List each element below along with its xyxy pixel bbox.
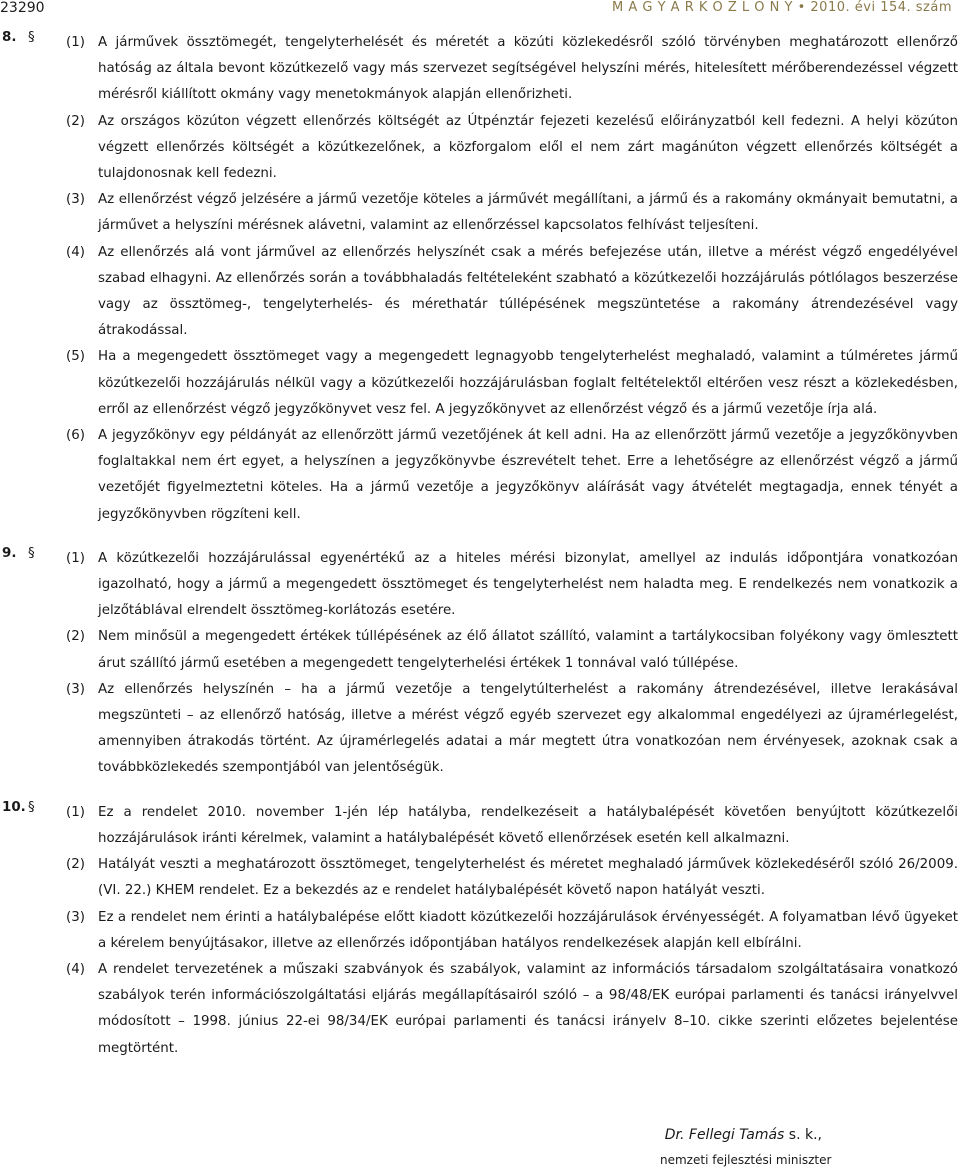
paragraph-number: (5) — [66, 349, 85, 365]
paragraph-text: A közútkezelői hozzájárulással egyenértékű az a hiteles mérési bizonylat, amellyel az indulás időpontjára vonatkozóan igazolható, hogy a jármű a megengedett össztömeget és tengelyterhelést nem haladta meg. E rendelkezés nem vonatkozik a jelzőtáblával elrendelt össztömeg-korlátozás esetére. — [98, 550, 958, 619]
paragraph-number: (1) — [66, 804, 85, 820]
paragraph-number: (6) — [66, 428, 85, 444]
paragraph — [66, 109, 958, 188]
signatory-name: Dr. Fellegi Tamás — [664, 1127, 785, 1143]
section-number: 8. — [2, 30, 17, 45]
section-10 — [0, 800, 960, 1062]
paragraph — [66, 800, 958, 852]
section-number: 9. — [2, 545, 17, 561]
paragraph-number: (2) — [66, 857, 85, 873]
paragraph-text: Az ellenőrzés helyszínén – ha a jármű vezetője a tengelytúlterhelést a rakomány átrendezésével, illetve lerakásával megszünteti – az ellenőrző hatóság, illetve a mérést végző egyéb szervezet egy alkalommal engedélyezi az újramérlegelést, amennyiben átrakodás történt. Az újramérlegelés adatai a már megtett útra vonatkozóan nem érvényesek, azoknak csak a továbbközlekedés szempontjából van jelentőségük. — [98, 681, 958, 776]
section-symbol: § — [28, 799, 35, 815]
paragraph-text: Ez a rendelet 2010. november 1-jén lép hatályba, rendelkezéseit a hatálybalépését követően benyújtott közútkezelői hozzájárulások iránti kérelmek, valamint a hatálybalépését követő ellenőrzések esetén kell alkalmazni. — [98, 804, 958, 846]
paragraph — [66, 423, 958, 528]
paragraph-text: Hatályát veszti a meghatározott össztömeget, tengelyterhelést és méretet meghaladó járművek közlekedéséről szóló 26/2009. (VI. 22.) KHEM rendelet. Ez a bekezdés az e rendelet hatálybalépését követő napon hatályát veszti. — [98, 857, 958, 899]
paragraph-number: (4) — [66, 961, 85, 977]
paragraph-text: A járművek össztömegét, tengelyterhelését és méretét a közúti közlekedésről szóló törvényben meghatározott ellenőrző hatóság az általa bevont közútkezelő vagy más szervezet segítségével helyszíni mérés, hitelesített mérőberendezéssel végzett mérésről kiállított okmány vagy menetokmányok alapján ellenőrizheti. — [98, 35, 958, 103]
paragraph-number: (2) — [66, 629, 85, 645]
document-body — [0, 30, 960, 1062]
paragraph-number: (1) — [66, 35, 85, 50]
paragraph-number: (3) — [66, 681, 85, 697]
paragraph — [66, 546, 958, 625]
paragraph — [66, 852, 958, 904]
section-9 — [0, 546, 960, 782]
paragraph-text: Ha a megengedett össztömeget vagy a megengedett legnagyobb tengelyterhelést meghaladó, valamint a túlméretes jármű közútkezelői hozzájárulás nélkül vagy a közútkezelői hozzájárulásban foglalt feltételektől eltérően vesz részt a közlekedésben, erről az ellenőrzést végző jegyzőkönyvet vesz fel. A jegyzőkönyvet az ellenőrzést végző és a jármű vezetője írja alá. — [98, 349, 958, 417]
paragraph-text: Ez a rendelet nem érinti a hatálybalépése előtt kiadott közútkezelői hozzájárulások érvényességét. A folyamatban lévő ügyeket a kérelem benyújtásakor, illetve az ellenőrzés időpontjában hatályos rendelkezések alapján kell elbírálni. — [98, 909, 958, 951]
paragraph-number: (2) — [66, 113, 85, 129]
signatory-title: nemzeti fejlesztési miniszter — [660, 1153, 832, 1167]
paragraph — [66, 240, 958, 345]
page-header — [0, 0, 960, 22]
section-8 — [0, 30, 960, 528]
journal-title: M A G Y A R K Ö Z L Ö N Y • 2010. évi 154. szám — [612, 0, 952, 15]
paragraph-number: (1) — [66, 550, 85, 566]
paragraph-text: A jegyzőkönyv egy példányát az ellenőrzött jármű vezetőjének át kell adni. Ha az ellenőrzött jármű vezetője a jegyzőkönyvben foglaltakkal nem ért egyet, a helyszínen a jegyzőkönyvbe észrevételt tehet. Erre a lehetőségre az ellenőrzést végző a jármű vezetőjét figyelmeztetni köteles. Ha a jármű vezetője a jegyzőkönyv aláírását vagy átvételét megtagadja, ennek tényét a jegyzőkönyvben rögzíteni kell. — [98, 428, 958, 522]
paragraph — [66, 957, 958, 1062]
paragraph — [66, 905, 958, 957]
page-number: 23290 — [0, 0, 45, 16]
paragraph — [66, 344, 958, 423]
paragraph-number: (3) — [66, 909, 85, 925]
section-number: 10. — [2, 799, 26, 815]
signature — [665, 1127, 822, 1143]
paragraph-number: (4) — [66, 244, 85, 260]
paragraph-text: Az ellenőrzést végző jelzésére a jármű vezetője köteles a járművét megállítani, a jármű és a rakomány okmányait bemutatni, a járművet a helyszíni mérésnek alávetni, valamint az ellenőrzéssel kapcsolatos felhívást teljesíteni. — [98, 192, 958, 234]
paragraph-number: (3) — [66, 192, 85, 208]
paragraph-text: Nem minősül a megengedett értékek túllépésének az élő állatot szállító, valamint a tartálykocsiban folyékony vagy ömlesztett árut szállító jármű esetében a megengedett tengelyterhelési értékek 1 tonnával való túllépése. — [98, 629, 958, 671]
section-symbol: § — [28, 545, 35, 561]
paragraph — [66, 677, 958, 782]
paragraph — [66, 187, 958, 239]
paragraph-text: Az országos közúton végzett ellenőrzés költségét az Útpénztár fejezeti kezelésű előirányzatból kell fedezni. A helyi közúton végzett ellenőrzés költségét a közútkezelőnek, a közforgalom elől el nem zárt magánúton végzett ellenőrzés költségét a tulajdonosnak kell fedezni. — [98, 113, 958, 182]
paragraph-text: A rendelet tervezetének a műszaki szabványok és szabályok, valamint az információs társadalom szolgáltatásaira vonatkozó szabályok terén információszolgáltatási eljárás megállapításairól szóló – a 98/48/EK európai parlamenti és tanácsi irányelvvel módosított – 1998. június 22-ei 98/34/EK európai parlamenti és tanácsi irányelv 8–10. cikke szerinti előzetes bejelentése megtörtént. — [98, 961, 958, 1056]
paragraph — [66, 624, 958, 676]
paragraph-text: Az ellenőrzés alá vont járművel az ellenőrzés helyszínét csak a mérés befejezése után, illetve a mérést végző engedélyével szabad elhagyni. Az ellenőrzés során a továbbhaladás feltételeként szabható a közútkezelői hozzájárulás pótlólagos beszerzése vagy az össztömeg-, tengelyterhelés- és mérethatár túllépésének megszüntetése a rakomány átrendezésével vagy átrakodással. — [98, 244, 958, 339]
paragraph — [66, 30, 958, 109]
signatory-suffix: s. k., — [784, 1127, 822, 1143]
section-symbol: § — [28, 30, 35, 45]
